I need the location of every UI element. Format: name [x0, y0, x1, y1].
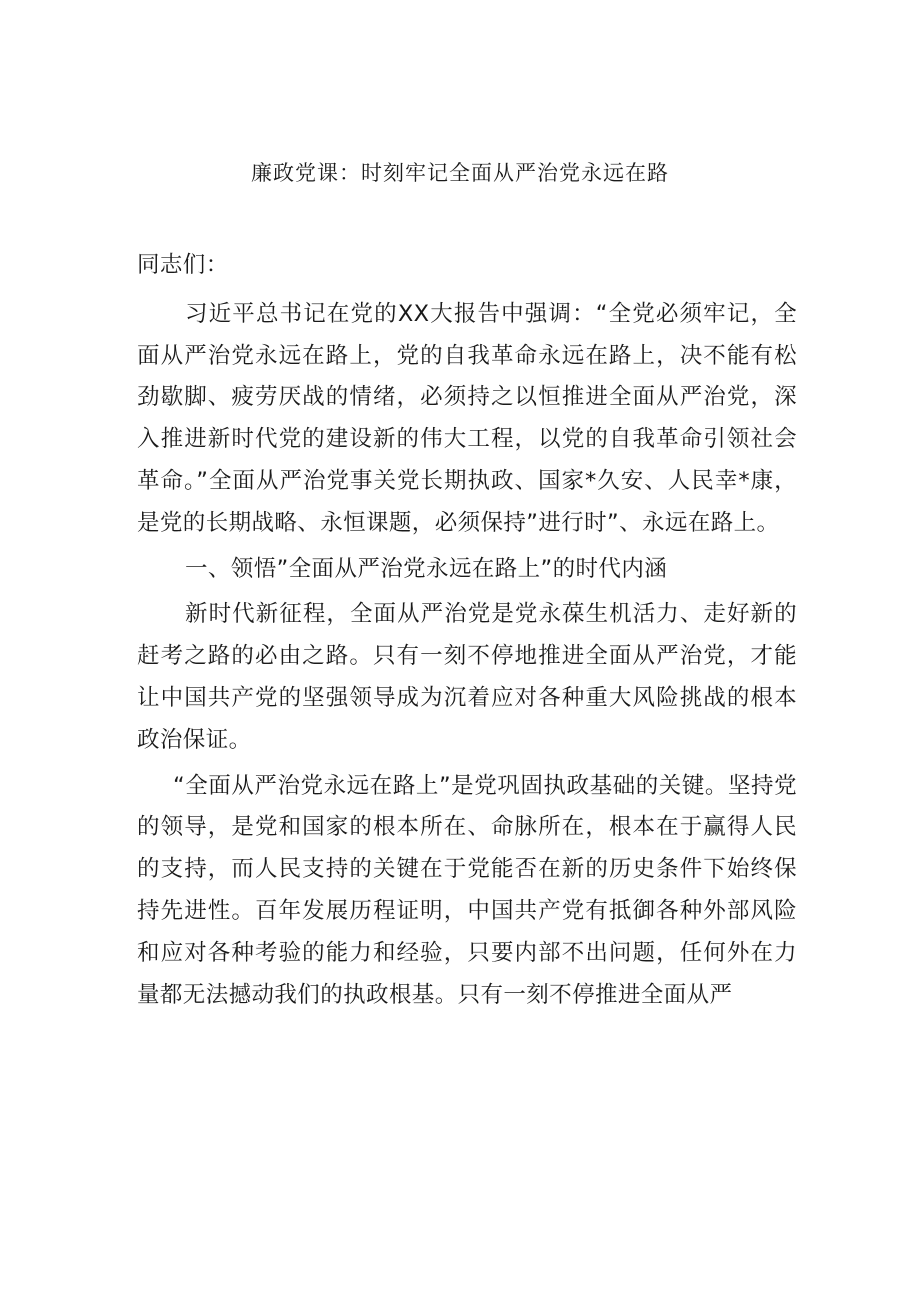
section-heading: 一、领悟”全面从严治党永远在路上”的时代内涵: [185, 555, 668, 582]
document-title: 廉政党课：时刻牢记全面从严治党永远在路: [251, 161, 669, 185]
paragraph-intro: 习近平总书记在党的XX大报告中强调：“全党必须牢记，全面从严治党永远在路上，党的自我革命永远在路上，决不能有松劲歇脚、疲劳厌战的情绪，必须持之以恒推进全面从严治党，深入推进新时代党的建设新的伟大工程，以党的自我革命引领社会革命。”全面从严治党事关党长期执政、国家*久安、人民幸*康，是党的长期战略、永恒课题，必须保持”进行时”、永远在路上。: [137, 300, 797, 536]
paragraph-new-era: 新时代新征程，全面从严治党是党永葆生机活力、走好新的赶考之路的必由之路。只有一刻不停地推进全面从严治党，才能让中国共产党的坚强领导成为沉着应对各种重大风险挑战的根本政治保证。: [137, 601, 797, 753]
document-body: [137, 245, 797, 1016]
salutation: 同志们：: [137, 252, 229, 278]
paragraph-foundation: “全面从严治党永远在路上”是党巩固执政基础的关键。坚持党的领导，是党和国家的根本所在、命脉所在，根本在于赢得人民的支持，而人民支持的关键在于党能否在新的历史条件下始终保持先进性。百年发展历程证明，中国共产党有抵御各种外部风险和应对各种考验的能力和经验，只要内部不出问题，任何外在力量都无法撼动我们的执政根基。只有一刻不停推进全面从严: [137, 772, 797, 1008]
